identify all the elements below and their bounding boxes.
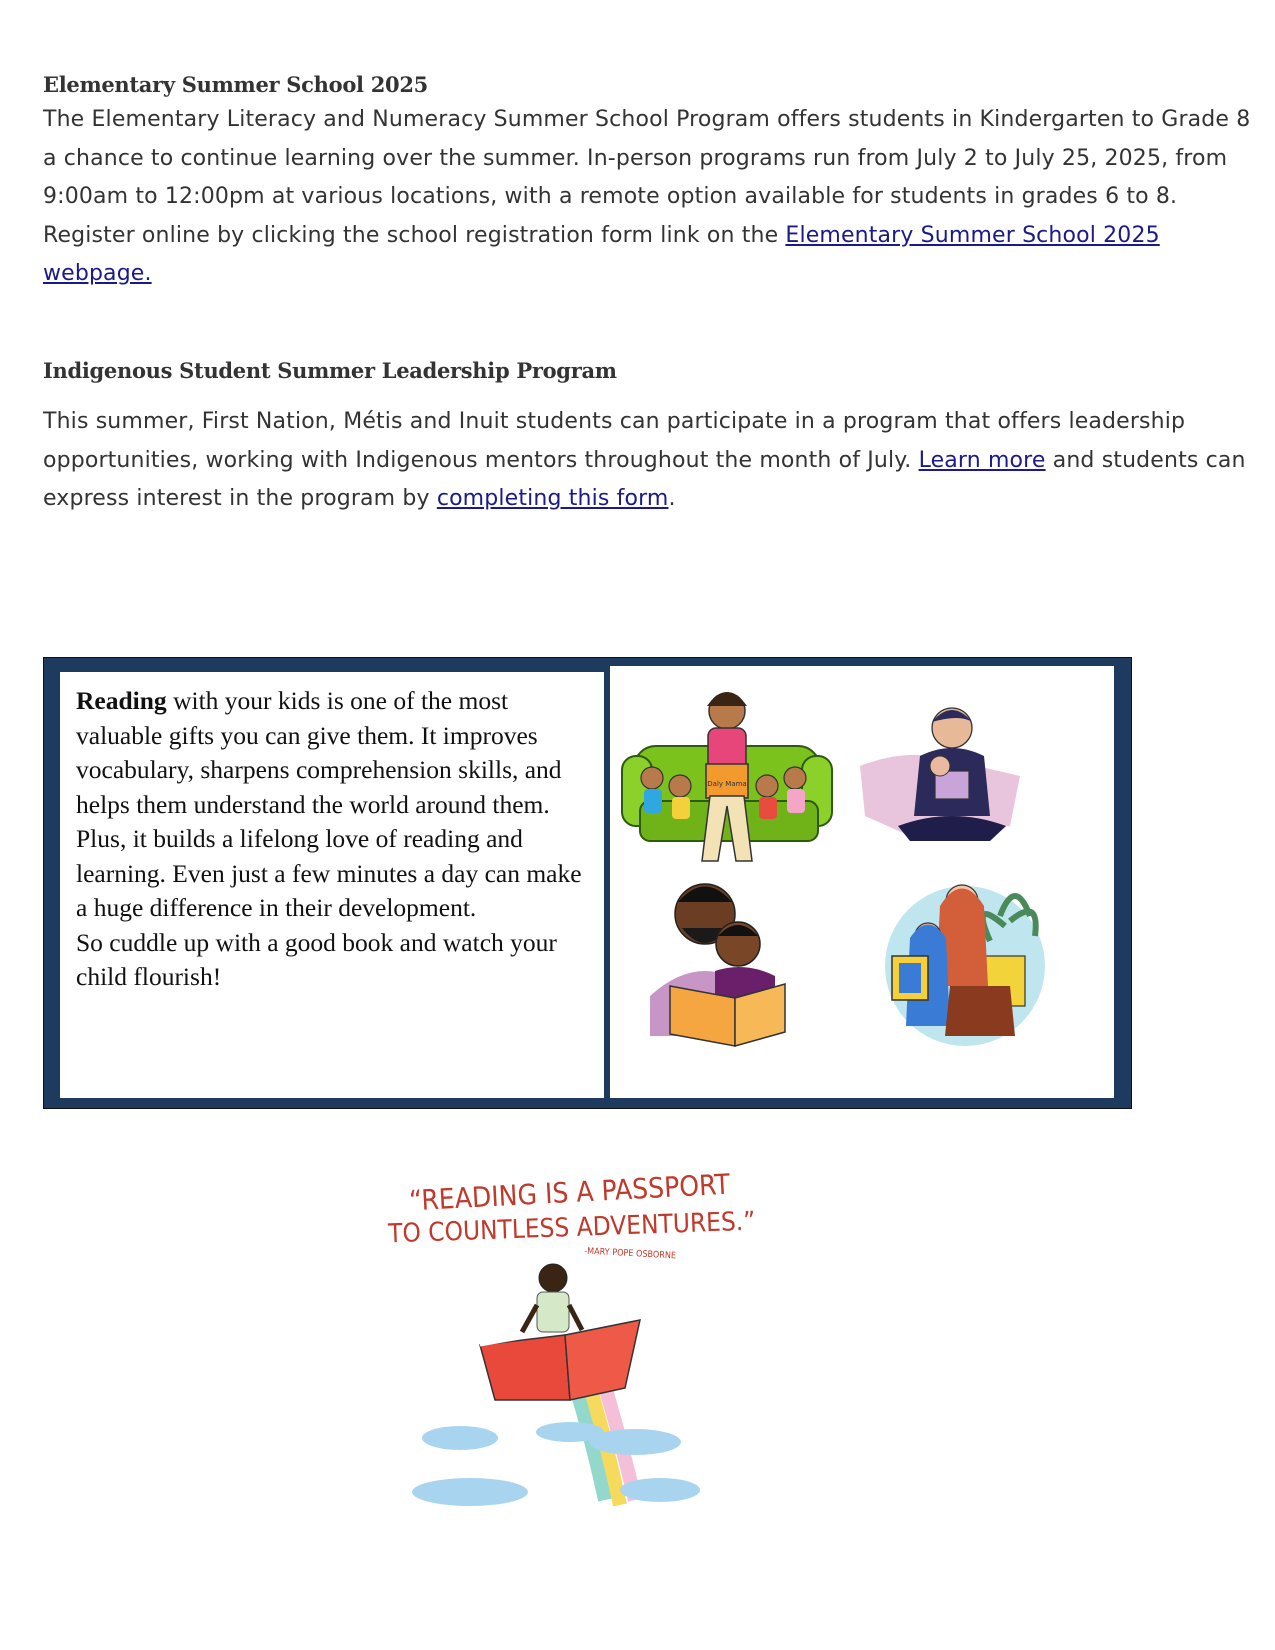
summer-school-body bbox=[43, 101, 1263, 294]
summer-school-section bbox=[43, 72, 1263, 294]
mother-couch-illustration bbox=[622, 692, 832, 861]
reading-callout-box bbox=[43, 657, 1132, 1109]
reading-paragraph bbox=[76, 684, 590, 995]
family-reading-image bbox=[610, 666, 1114, 1098]
indigenous-program-heading: Indigenous Student Summer Leadership Program bbox=[43, 358, 617, 383]
quote-line-2: TO COUNTLESS ADVENTURES.” bbox=[387, 1206, 756, 1250]
child-figure bbox=[522, 1264, 582, 1332]
family-reading-illustrations bbox=[610, 666, 1114, 1098]
passport-quote-image bbox=[387, 1167, 756, 1570]
summer-school-heading: Elementary Summer School 2025 bbox=[43, 72, 428, 97]
quote-author: -MARY POPE OSBORNE bbox=[583, 1246, 677, 1262]
summer-school-text: The Elementary Literacy and Numeracy Summer School Program offers students in Kindergarten to Grade 8 a chance to continue learning over the summer. In-person programs run from July 2 to July 25, 2025, from 9:00am to 12:00pm at various locations, with a remote option available for students in grades 6 to 8. Register online by clicking the school registration form link on the bbox=[43, 107, 1251, 248]
summer-school-webpage-link[interactable]: Elementary Summer School 2025 webpage. bbox=[43, 222, 1160, 286]
indigenous-text-end: . bbox=[668, 486, 676, 511]
clouds bbox=[412, 1422, 700, 1506]
father-baby-illustration bbox=[860, 708, 1020, 841]
mother-daughter-illustration bbox=[885, 885, 1045, 1046]
indigenous-program-body bbox=[43, 403, 1253, 519]
indigenous-program-section bbox=[43, 358, 1253, 519]
reading-text-cell bbox=[60, 672, 604, 1098]
reading-passport-illustration bbox=[387, 1167, 756, 1570]
reading-text-main: with your kids is one of the most valuable gifts you can give them. It improves vocabulary, sharpens comprehension skills, and helps them understand the world around them. Plus, it builds a lifelong love of reading and learning. Even just a few minutes a day can make a huge difference in their development. bbox=[76, 686, 582, 922]
completing-form-link[interactable]: completing this form bbox=[436, 486, 669, 511]
learn-more-link[interactable]: Learn more bbox=[918, 447, 1046, 473]
book-title-label: Daly Mama bbox=[707, 780, 747, 788]
father-son-illustration bbox=[650, 884, 785, 1046]
quote-line-1: “READING IS A PASSPORT bbox=[408, 1167, 731, 1218]
reading-bold-word: Reading bbox=[76, 686, 167, 715]
reading-text-closing: So cuddle up with a good book and watch your child flourish! bbox=[76, 927, 557, 991]
indigenous-text-start: This summer, First Nation, Métis and Inuit students can participate in a program that offers leadership opportunities, working with Indigenous mentors throughout the month of July. bbox=[43, 409, 1186, 473]
indigenous-text-mid: and students can express interest in the program by bbox=[43, 447, 1246, 511]
